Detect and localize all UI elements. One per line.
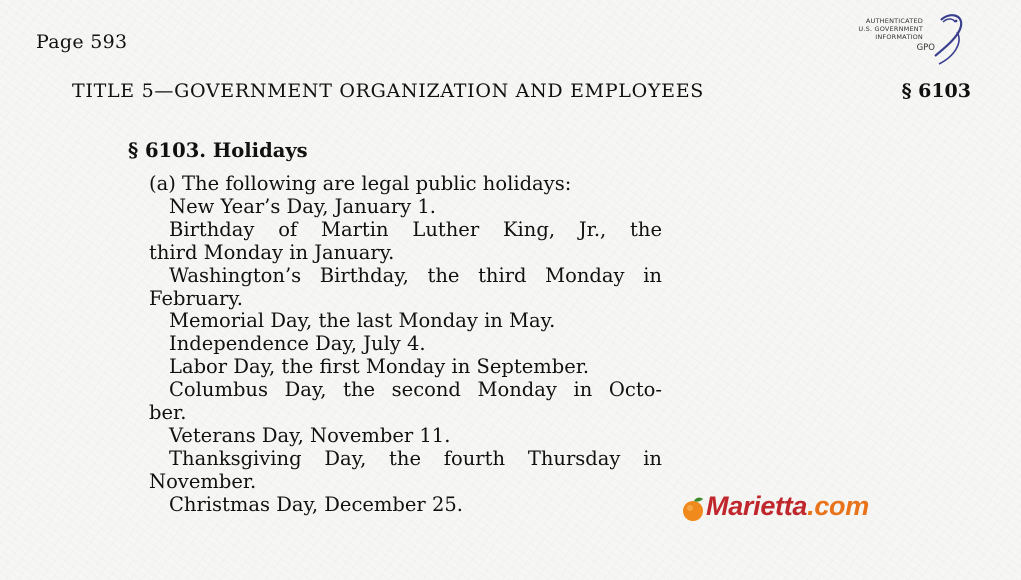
gpo-badge-line: AUTHENTICATED <box>865 17 923 25</box>
holiday-line-continued: February. <box>149 286 243 310</box>
holiday-line: Columbus Day, the second Monday in Octo- <box>169 378 662 402</box>
holiday-line: Labor Day, the first Monday in September. <box>169 355 590 379</box>
gpo-authentication-badge <box>858 12 969 68</box>
marietta-watermark <box>682 491 897 526</box>
gpo-badge-line: INFORMATION <box>875 33 923 41</box>
gpo-badge-text <box>858 17 923 41</box>
marietta-wordmark <box>706 491 869 522</box>
running-head: TITLE 5—GOVERNMENT ORGANIZATION AND EMPLOYEES <box>72 80 705 102</box>
eagle-swoosh-icon <box>927 12 969 68</box>
holidays-list <box>149 173 662 517</box>
holiday-line: Independence Day, July 4. <box>169 332 426 356</box>
holiday-line: Christmas Day, December 25. <box>169 492 463 516</box>
gpo-badge-line: U.S. GOVERNMENT <box>858 25 923 33</box>
holiday-line: New Year’s Day, January 1. <box>169 194 436 218</box>
gpo-abbreviation: GPO <box>916 43 935 53</box>
marietta-name: Marietta <box>706 491 808 521</box>
section-reference: § 6103 <box>901 80 971 102</box>
holiday-line: Veterans Day, November 11. <box>169 423 451 447</box>
orange-fruit-icon <box>682 496 706 522</box>
page-number: Page 593 <box>36 31 128 53</box>
holiday-line: Memorial Day, the last Monday in May. <box>169 309 556 333</box>
holiday-line-continued: November. <box>149 469 257 493</box>
holiday-line: Birthday of Martin Luther King, Jr., the <box>169 217 662 241</box>
marietta-tld: .com <box>807 491 869 521</box>
holiday-line: Thanksgiving Day, the fourth Thursday in <box>169 446 662 470</box>
holiday-line-continued: ber. <box>149 401 187 425</box>
holiday-line-continued: third Monday in January. <box>149 240 395 264</box>
holiday-line: Washington’s Birthday, the third Monday in <box>169 263 662 287</box>
list-intro-line: (a) The following are legal public holidays: <box>149 172 572 195</box>
section-heading: § 6103. Holidays <box>128 139 308 162</box>
